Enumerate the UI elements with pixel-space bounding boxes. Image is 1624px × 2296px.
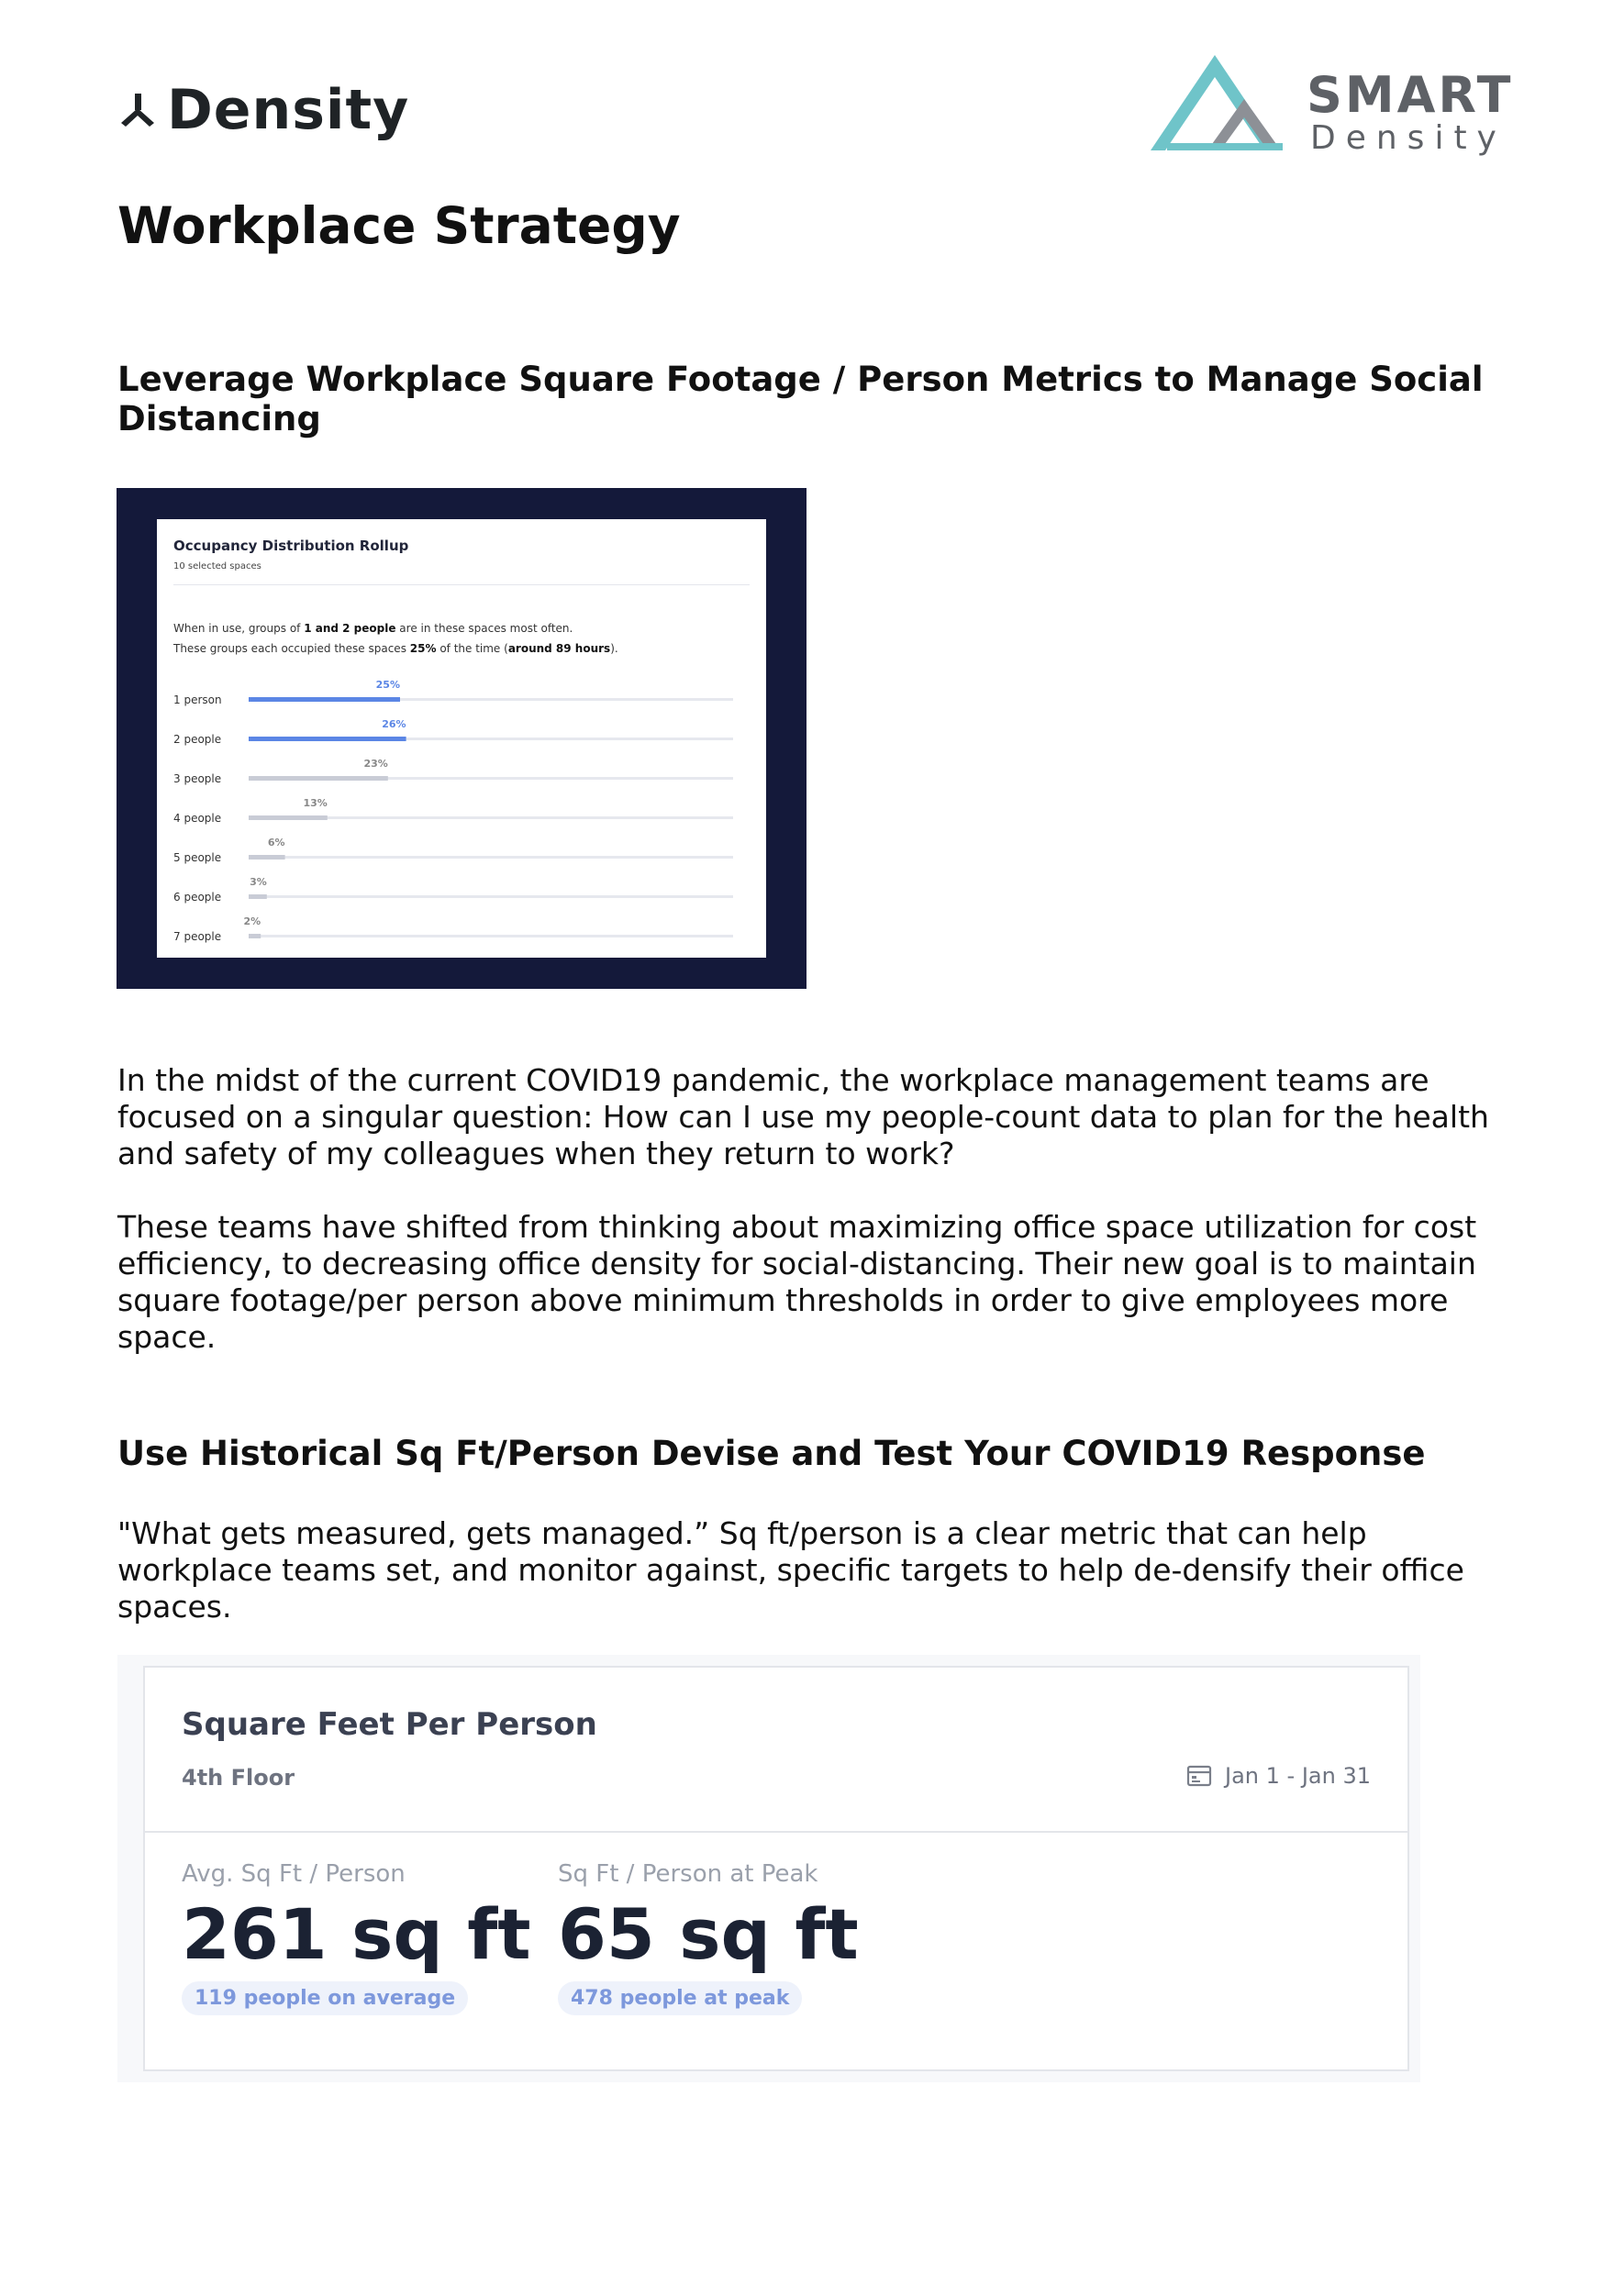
section2-paragraph: "What gets measured, gets managed.” Sq ft/person is a clear metric that can help workplace teams set, and monitor against, specific targets to help de-densify their office spaces. [117, 1515, 1464, 1625]
date-range-text: Jan 1 - Jan 31 [1225, 1763, 1371, 1789]
occupancy-bar [249, 776, 388, 781]
avg-sqft-label: Avg. Sq Ft / Person [182, 1860, 406, 1888]
bar-value-label: 13% [303, 797, 328, 809]
page-title: Workplace Strategy [117, 196, 681, 255]
body-paragraph-2: These teams have shifted from thinking about maximizing office space utilization for cost efficiency, to decreasing office density for social-distancing. Their new goal is to maintain square footage/per person above minimum thresholds in order to give employees more space. [117, 1209, 1477, 1355]
bar-value-label: 26% [382, 718, 406, 730]
occupancy-bar [249, 894, 267, 899]
bar-track [249, 895, 733, 898]
body-paragraph-1: In the midst of the current COVID19 pandemic, the workplace management teams are focused on a singular question: How can I use my people-count data to plan for the health and safety of my colleagues when they return to work? [117, 1062, 1489, 1171]
bar-category-label: 3 people [173, 772, 222, 785]
bar-value-label: 25% [375, 679, 400, 691]
bar-track [249, 935, 733, 937]
bar-category-label: 2 people [173, 733, 222, 746]
bar-category-label: 7 people [173, 930, 222, 943]
density-logo-text: Density [167, 78, 410, 142]
sqft-card-floor: 4th Floor [182, 1765, 295, 1791]
avg-people-badge: 119 people on average [182, 1981, 468, 2015]
sqft-card-title: Square Feet Per Person [182, 1706, 597, 1743]
peak-sqft-metric [558, 1860, 859, 2015]
occupancy-bar [249, 697, 400, 702]
occupancy-bar [249, 934, 261, 938]
peak-sqft-value: 65 sq ft [558, 1893, 859, 1975]
bar-category-label: 4 people [173, 812, 222, 825]
bar-value-label: 23% [363, 758, 388, 770]
bar-value-label: 3% [250, 876, 267, 888]
section1-heading: Leverage Workplace Square Footage / Person Metrics to Manage Social Distancing [117, 360, 1484, 438]
mountain-logo-icon [1149, 53, 1305, 156]
bar-value-label: 6% [267, 837, 285, 849]
section2-heading: Use Historical Sq Ft/Person Devise and Test Your COVID19 Response [117, 1434, 1426, 1473]
occupancy-card-description: When in use, groups of 1 and 2 people are in these spaces most often. These groups each occupied these spaces 25% of the time (around 89 hours). [173, 622, 618, 655]
sqft-card-divider [145, 1831, 1407, 1833]
avg-sqft-value: 261 sq ft [182, 1893, 531, 1975]
sqft-per-person-figure [117, 1655, 1420, 2082]
smart-logo-line1: SMART [1307, 66, 1514, 124]
density-mark-icon [117, 90, 158, 130]
occupancy-card-subtitle: 10 selected spaces [173, 561, 261, 571]
bar-category-label: 6 people [173, 891, 222, 904]
bar-track [249, 856, 733, 859]
smart-density-logo [1149, 53, 1514, 163]
occupancy-bar [249, 815, 328, 820]
calendar-icon [1186, 1764, 1212, 1788]
bar-category-label: 1 person [173, 693, 222, 706]
avg-sqft-metric [182, 1860, 531, 2015]
occupancy-distribution-figure [117, 488, 806, 989]
occupancy-bar-chart [157, 519, 766, 958]
occupancy-bar [249, 737, 406, 741]
peak-people-badge: 478 people at peak [558, 1981, 802, 2015]
peak-sqft-label: Sq Ft / Person at Peak [558, 1860, 818, 1888]
smart-logo-line2: Density [1310, 119, 1507, 157]
occupancy-card [157, 519, 766, 958]
occupancy-card-title: Occupancy Distribution Rollup [173, 538, 409, 554]
bar-category-label: 5 people [173, 851, 222, 864]
bar-value-label: 2% [243, 915, 261, 927]
date-range[interactable] [1186, 1763, 1371, 1789]
occupancy-bar [249, 855, 285, 860]
density-logo [117, 73, 409, 147]
sqft-card [143, 1666, 1409, 2071]
